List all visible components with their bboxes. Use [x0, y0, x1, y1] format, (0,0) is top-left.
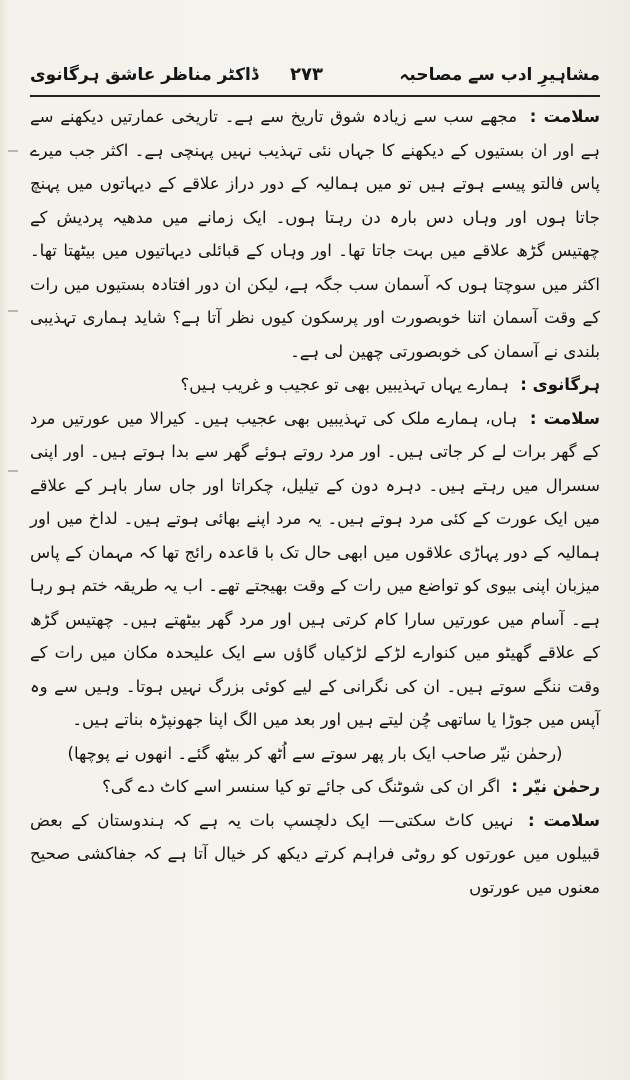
speaker-label: ہرگانوی : [520, 375, 600, 394]
dialogue-text: نہیں کاٹ سکتی— ایک دلچسپ بات یہ ہے کہ ہندوستان کے بعض قبیلوں میں عورتوں کو روٹی فراہم کرتے دیکھ کر خیال آتا ہے کہ جفاکشی صحیح معنوں میں عورتوں [30, 810, 600, 897]
stage-direction [30, 737, 600, 771]
page-header [30, 60, 600, 94]
dialogue-paragraph [30, 100, 600, 368]
dialogue-text: ہاں، ہمارے ملک کی تہذیبیں بھی عجیب ہیں۔ کیرالا میں عورتیں مرد کے گھر برات لے کر جاتی ہیں۔ اور مرد روتے ہوئے گھر سے بدا ہوتے ہیں۔ اور اپنی سسرال میں رہتے ہیں۔ دہرہ دون کے تیلیل، چکراتا اور جاں سار باہر کے علاقے میں ایک عورت کے کئی مرد ہوتے ہیں۔ یہ مرد اپنے بھائی ہوتے ہیں۔ لداخ میں اور ہمالیہ کے دور پہاڑی علاقوں میں ابھی حال تک با قاعدہ رائج تھا کہ مہمان کے پاس میزبان اپنی بیوی کو تواضع میں رات کے وقت بھیجتے تھے۔ اب یہ طریقہ ختم ہو رہا ہے۔ آسام میں عورتیں سارا کام کرتی ہیں اور مرد گھر بیٹھتے ہیں۔ چھتیس گڑھ کے علاقے گھیٹو میں کنوارے لڑکے لڑکیاں گاؤں سے ایک علیحدہ مکان میں رات کے وقت ننگے سوتے ہیں۔ ان کی نگرانی کے لیے کوئی بزرگ نہیں ہوتا۔ وہیں سے وہ آپس میں جوڑا یا ساتھی چُن لیتے ہیں اور بعد میں الگ اپنا جھونپڑہ بناتے ہیں۔ [30, 408, 600, 729]
margin-mark [8, 310, 18, 312]
header-divider [30, 95, 600, 97]
speaker-label: رحمٰن نیّر : [511, 777, 600, 796]
header-author: ڈاکٹر مناظر عاشق ہرگانوی [30, 65, 259, 85]
speaker-label: سلامت : [529, 107, 601, 126]
page-number: ۲۷۳ [290, 64, 323, 85]
dialogue-paragraph [30, 402, 600, 737]
dialogue-text: اگر ان کی شوٹنگ کی جائے تو کیا سنسر اسے کاٹ دے گی؟ [102, 777, 501, 796]
dialogue-paragraph [30, 804, 600, 905]
dialogue-paragraph [30, 368, 600, 402]
speaker-label: سلامت : [527, 810, 600, 830]
dialogue-text: ہمارے یہاں تہذیبیں بھی تو عجیب و غریب ہیں؟ [180, 375, 510, 394]
dialogue-text: مجھے سب سے زیادہ شوق تاریخ سے ہے۔ تاریخی عمارتیں دیکھنے سے ہے اور ان بستیوں کے دیکھنے کا جہاں نئی تہذیب نہیں پہنچی ہے۔ اکثر جب میرے پاس فالتو پیسے ہوتے ہیں تو میں ہمالیہ کے دور دراز علاقے کے دیہاتوں میں پہنچ جاتا ہوں اور وہاں دس بارہ دن رہتا ہوں۔ ایک زمانے میں مدھیہ پردیش کے چھتیس گڑھ علاقے میں بہت جاتا تھا۔ اور وہاں کے قبائلی دیہاتیوں میں بیٹھتا تھا۔ اکثر میں سوچتا ہوں کہ آسمان سب جگہ ہے، لیکن ان دور افتادہ بستیوں میں رات کے وقت آسمان اتنا خوبصورت اور پرسکون کیوں نظر آتا ہے؟ شاید ہماری تہذیبی بلندی نے آسمان کی خوبصورتی چھین لی ہے۔ [30, 107, 600, 361]
margin-mark [8, 150, 18, 152]
page-body [30, 100, 600, 1040]
stage-direction-text: (رحمٰن نیّر صاحب ایک بار پھر سوتے سے اُٹھ کر بیٹھ گئے۔ انھوں نے پوچھا) [67, 743, 563, 763]
speaker-label: سلامت : [529, 408, 601, 428]
header-book-title: مشاہیرِ ادب سے مصاحبہ [399, 65, 600, 85]
dialogue-paragraph [30, 770, 600, 804]
margin-mark [8, 470, 18, 472]
